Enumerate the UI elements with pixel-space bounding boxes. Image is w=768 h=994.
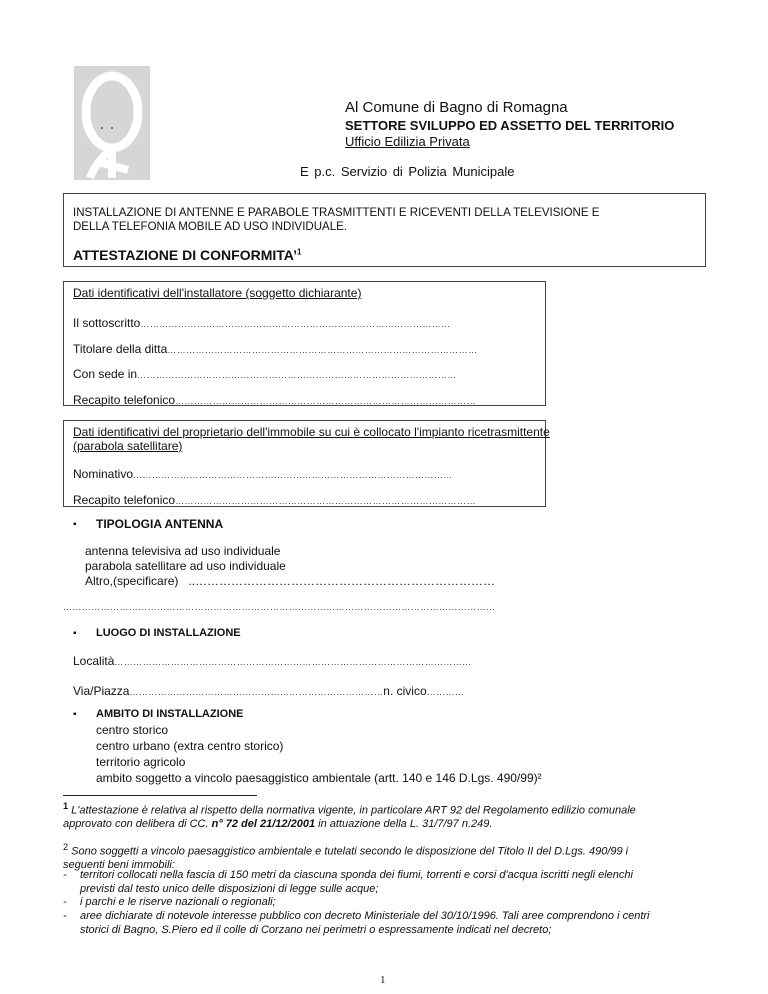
owner-title-2: (parabola satellitare) bbox=[73, 439, 183, 453]
field-label: Il sottoscritto bbox=[73, 316, 141, 330]
footnote-dash: - bbox=[63, 869, 67, 881]
luogo-title: LUOGO DI INSTALLAZIONE bbox=[96, 627, 241, 639]
installer-phone-field[interactable]: Recapito telefonico…………………………………………………………………………………… bbox=[73, 393, 476, 407]
installer-title: Dati identificativi dell'installatore (soggetto dichiarante) bbox=[73, 286, 362, 300]
owner-name-field[interactable]: Nominativo………………………………………………………………………………………… bbox=[73, 467, 453, 481]
item-text: previsti dal testo unico delle disposizioni di legge sulle acque; bbox=[80, 882, 379, 895]
option-territorio-agricolo[interactable]: territorio agricolo bbox=[96, 755, 186, 769]
field-label: Recapito telefonico bbox=[73, 393, 176, 407]
footnote-1-mark: 1 bbox=[63, 801, 69, 811]
recipient: Al Comune di Bagno di Romagna bbox=[345, 99, 568, 116]
footnote-2-item-2 bbox=[80, 896, 720, 910]
municipal-logo bbox=[72, 66, 152, 180]
footnote-2-item-3 bbox=[80, 910, 720, 937]
bullet-icon: ▪ bbox=[73, 709, 77, 720]
footnote-2-text: Sono soggetti a vincolo paesaggistico ambientale e tutelati secondo le disposizione del Titolo II del D.Lgs. 490/99 i bbox=[68, 845, 629, 858]
office: Ufficio Edilizia Privata bbox=[345, 134, 470, 149]
title-line-2: DELLA TELEFONIA MOBILE AD USO INDIVIDUALE. bbox=[73, 221, 347, 233]
ambito-title: AMBITO DI INSTALLAZIONE bbox=[96, 708, 244, 720]
bullet-icon: ▪ bbox=[73, 519, 77, 530]
footnote-1-text: L'attestazione è relativa al rispetto della normativa vigente, in particolare ART 92 del Regolamento edilizio comunale bbox=[68, 804, 636, 817]
page-number: 1 bbox=[380, 974, 386, 986]
field-label: Nominativo bbox=[73, 467, 134, 481]
department: SETTORE SVILUPPO ED ASSETTO DEL TERRITORIO bbox=[345, 118, 675, 133]
footnote-dash: - bbox=[63, 896, 67, 908]
footnote-1-text: approvato con delibera di CC. bbox=[63, 818, 212, 831]
option-satellite-dish[interactable]: parabola satellitare ad uso individuale bbox=[85, 559, 286, 573]
footnote-1 bbox=[63, 800, 713, 832]
owner-phone-field[interactable]: Recapito telefonico…………………………………………………………………………………… bbox=[73, 493, 476, 507]
footnote-divider bbox=[63, 795, 257, 796]
localita-field[interactable]: Località…………………………………………………………………………………………………… bbox=[73, 654, 472, 668]
option-vincolo-paesaggistico[interactable]: ambito soggetto a vincolo paesaggistico ambientale (artt. 140 e 146 D.Lgs. 490/99)² bbox=[96, 771, 542, 785]
heading-footnote-ref: 1 bbox=[297, 247, 302, 257]
field-label: Titolare della ditta bbox=[73, 342, 168, 356]
installer-address-field[interactable]: Con sede in………………………………………………………………………………………… bbox=[73, 367, 457, 381]
option-centro-urbano[interactable]: centro urbano (extra centro storico) bbox=[96, 739, 284, 753]
heading-text: ATTESTAZIONE DI CONFORMITA’ bbox=[73, 247, 297, 263]
option-other[interactable] bbox=[85, 574, 495, 588]
address-field[interactable]: Via/Piazza………………………………………………………………………n. civico………… bbox=[73, 684, 465, 698]
option-tv-antenna[interactable]: antenna televisiva ad uso individuale bbox=[85, 544, 281, 558]
installer-company-field[interactable]: Titolare della ditta……………………………………………………………………………………… bbox=[73, 342, 478, 356]
blank-line[interactable]: ………………………………………………………………………………………………………………………… bbox=[63, 602, 496, 612]
other-fill-line: ..………………………………………………………………… bbox=[188, 574, 496, 588]
field-label: Con sede in bbox=[73, 367, 138, 381]
footnote-1-bold: n° 72 del 21/12/2001 bbox=[211, 818, 316, 831]
field-label: Via/Piazza bbox=[73, 684, 130, 698]
item-text: aree dichiarate di notevole interesse pubblico con decreto Ministeriale del 30/10/1996. Tali aree comprendono i centri bbox=[80, 910, 650, 922]
item-text: territori collocati nella fascia di 150 metri da ciascuna sponda dei fiumi, torrenti e corsi d'acqua iscritti negli elenchi bbox=[80, 869, 633, 881]
item-text: i parchi e le riserve nazionali o regionali; bbox=[80, 896, 276, 908]
bullet-icon: ▪ bbox=[73, 628, 77, 639]
option-centro-storico[interactable]: centro storico bbox=[96, 723, 169, 737]
item-text: storici di Bagno, S.Piero ed il colle di Corzano nei perimetri o espressamente indicati nel decreto; bbox=[80, 923, 552, 936]
civico-label: n. civico bbox=[383, 684, 427, 698]
owner-title-1: Dati identificativi del proprietario dell'immobile su cui è collocato l'impianto ricetrasmittente bbox=[73, 425, 550, 439]
tipologia-title: TIPOLOGIA ANTENNA bbox=[96, 517, 224, 531]
footnote-2-item-1 bbox=[80, 869, 720, 896]
document-heading bbox=[73, 247, 301, 263]
option-other-label: Altro,(specificare) bbox=[85, 574, 179, 588]
field-label: Recapito telefonico bbox=[73, 493, 176, 507]
field-label: Località bbox=[73, 654, 115, 668]
footnote-dash: - bbox=[63, 910, 67, 922]
title-line-1: INSTALLAZIONE DI ANTENNE E PARABOLE TRASMITTENTI E RICEVENTI DELLA TELEVISIONE E bbox=[73, 207, 600, 219]
cc-line: E p.c. Servizio di Polizia Municipale bbox=[300, 164, 515, 179]
footnote-2 bbox=[63, 841, 713, 873]
footnote-1-text: in attuazione della L. 31/7/97 n.249. bbox=[315, 818, 493, 831]
footnote-2-text: seguenti beni immobili: bbox=[63, 859, 175, 872]
footnote-2-mark: 2 bbox=[63, 842, 69, 852]
installer-name-field[interactable]: Il sottoscritto……………………………………………………………………………………… bbox=[73, 316, 451, 330]
